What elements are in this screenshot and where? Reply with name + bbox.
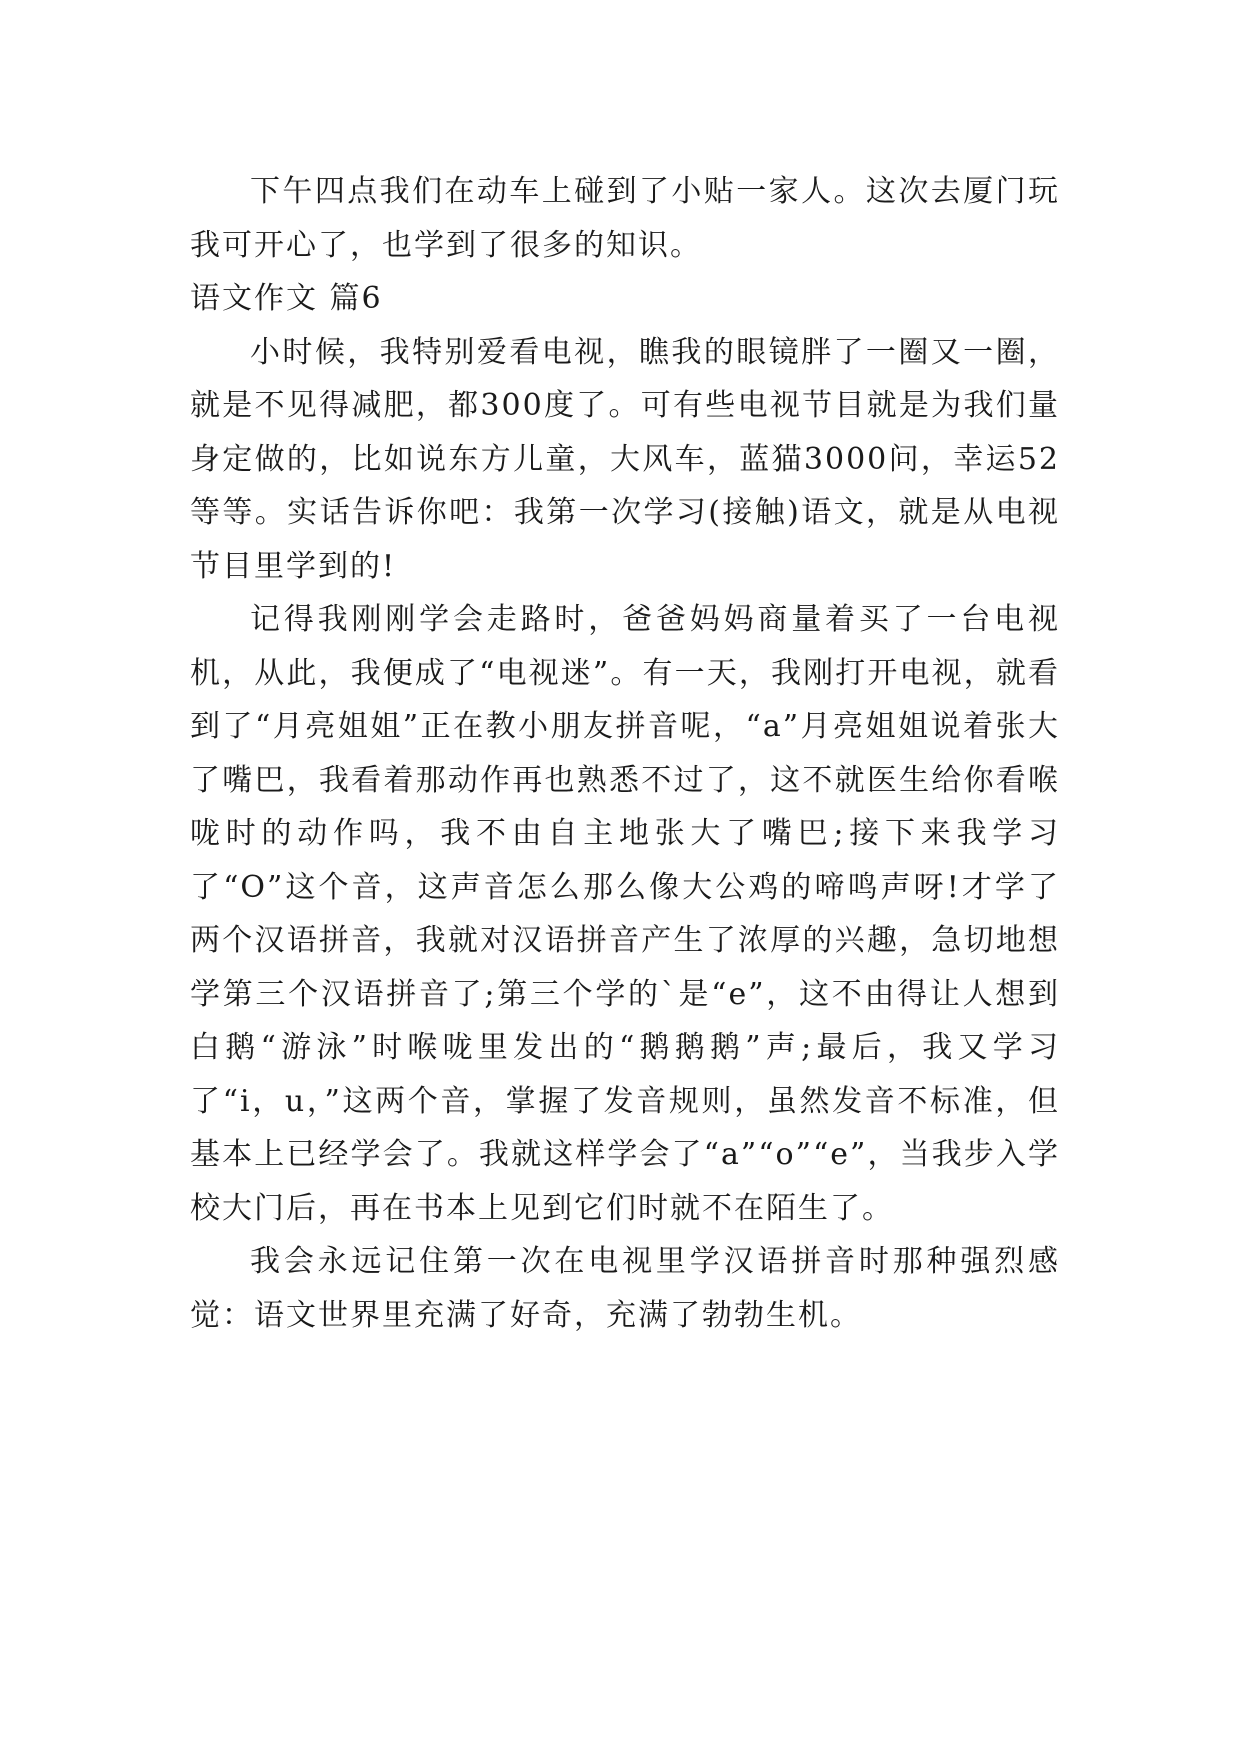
paragraph-childhood-tv: 小时候，我特别爱看电视，瞧我的眼镜胖了一圈又一圈，就是不见得减肥，都300度了。可有些电视节目就是为我们量身定做的，比如说东方儿童，大风车，蓝猫3000问，幸运52等等。实话告诉你吧：我第一次学习(接触)语文，就是从电视节目里学到的!: [190, 334, 1060, 584]
section-heading: 语文作文 篇6: [190, 281, 383, 316]
document-body: [190, 165, 1060, 1342]
paragraph-learning-pinyin: 记得我刚刚学会走路时，爸爸妈妈商量着买了一台电视机，从此，我便成了“电视迷”。有一天，我刚打开电视，就看到了“月亮姐姐”正在教小朋友拼音呢，“a”月亮姐姐说着张大了嘴巴，我看着那动作再也熟悉不过了，这不就医生给你看喉咙时的动作吗，我不由自主地张大了嘴巴;接下来我学习了“O”这个音，这声音怎么那么像大公鸡的啼鸣声呀!才学了两个汉语拼音，我就对汉语拼音产生了浓厚的兴趣，急切地想学第三个汉语拼音了;第三个学的`是“e”，这不由得让人想到白鹅“游泳”时喉咙里发出的“鹅鹅鹅”声;最后，我又学习了“i，u，”这两个音，掌握了发音规则，虽然发音不标准，但基本上已经学会了。我就这样学会了“a”“o”“e”，当我步入学校大门后，再在书本上见到它们时就不在陌生了。: [190, 602, 1060, 1226]
paragraph-conclusion: 我会永远记住第一次在电视里学汉语拼音时那种强烈感觉：语文世界里充满了好奇，充满了勃勃生机。: [190, 1244, 1060, 1333]
paragraph-xiamen-trip: 下午四点我们在动车上碰到了小贴一家人。这次去厦门玩我可开心了，也学到了很多的知识。: [190, 174, 1060, 263]
